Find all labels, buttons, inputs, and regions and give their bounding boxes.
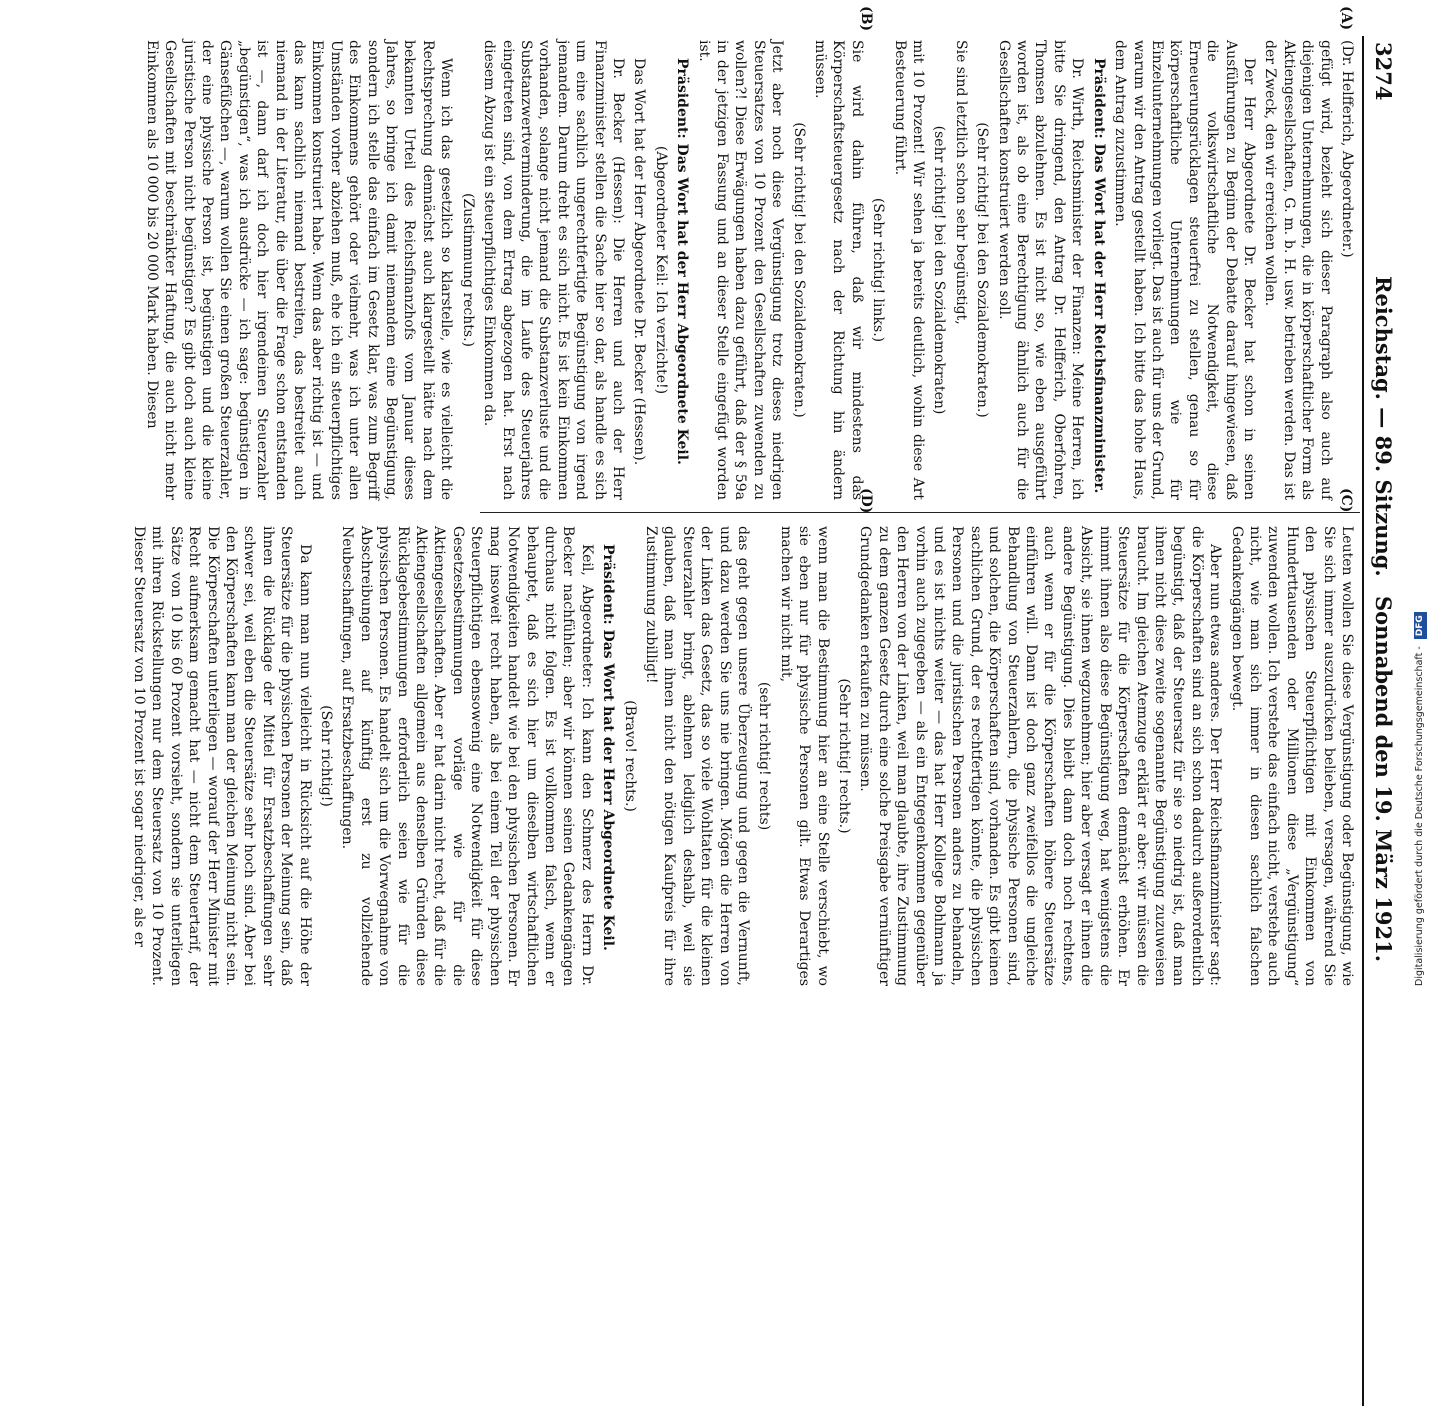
left-column [143, 40, 1356, 500]
paragraph: das geht gegen unsere Überzeugung und gegen die Vernunft, und dazu werden Sie uns nie bringen. Mögen die Herren von der Linken das Gesetz, das so viele Wohltaten für die kleinen Steuerzahler bringt, ablehnen lediglich deshalb, weil sie glauben, daß man ihnen nicht den nötigen Kaufpreis für ihre Zustimmung zubilligt! [642, 526, 751, 986]
paragraph: Dr. Wirth, Reichsminister der Finanzen: Meine Herren, ich bitte Sie dringend, den Antrag Dr. Helfferich, Oberfohren, Thomsen abzulehnen. Es ist nicht so, wie eben ausgeführt worden ist, als ob eine Berechtigung ähnlich auch für die Gesellschaften konstruiert werden soll. [995, 40, 1086, 500]
interjection: (Sehr richtig! links.) [870, 197, 887, 343]
interjection: (Sehr richtig!) [318, 705, 335, 807]
margin-mark-b: (B) [858, 6, 874, 32]
credit-text-wrapper [1408, 2, 1432, 992]
paragraph: Da kann man nun vielleicht in Rücksicht auf die Höhe der Steuersätze für die physischen Personen der Meinung sein, daß ihnen die Rücklage der Mittel für Ersatzbeschaffungen sehr schwer sei, weil eben die Steuersätze sehr hoch sind. Aber bei den Körperschaften kann man der gleichen Meinung nicht sein. Die Körperschaften unterliegen — worauf der Herr Minister mit Recht aufmerksam gemacht hat — nicht dem Steuertarif, der Sätze von 10 bis 60 Prozent vorsieht, sondern sie unterliegen mit ihren Rückstellungen nur dem Steuersatz von 10 Prozent. Dieser Steuersatz von 10 Prozent ist sogar niedriger, als er [131, 526, 313, 986]
president-remark: Präsident: Das Wort hat der Herr Abgeordnete Keil. [600, 544, 617, 951]
paragraph: Leuten wollen Sie diese Vergünstigung oder Begünstigung, wie Sie sich immer auszudrücken belieben, versagen, während Sie den physischen Steuerpflichtigen mit Einkommen von Hunderttausenden oder Millionen diese „Vergünstigung“ zuwenden wollen. Ich verstehe das einfach nicht, verstehe auch nicht, wie man sich immer in diesen sachlich falschen Gedankengängen bewegt. [1228, 526, 1355, 986]
paragraph: Keil, Abgeordneter: Ich kann den Schmerz des Herrn Dr. Becker nachfühlen; aber wir können seinen Gedankengängen durchaus nicht folgen. Es ist vollkommen falsch, wenn er behauptet, daß es sich hier um dieselben wirtschaftlichen Notwendigkeiten handelt wie bei den physischen Personen. Er mag insoweit recht haben, als bei einem Teil der physischen Steuerpflichtigen ebensowenig eine Notwendigkeit für diese Gesetzesbestimmungen vorläge wie für die Aktiengesellschaften. Aber er hat darin nicht recht, daß für die Aktiengesellschaften allgemein aus denselben Gründen diese Rücklagebestimmungen erforderlich seien wie für die physischen Personen. Es handelt sich um die Vorwegnahme von Abschreibungen auf künftig erst zu vollziehende Neubeschaffungen, auf Ersatzbeschaffungen. [339, 526, 595, 986]
column-divider [480, 512, 1360, 513]
interjection: (Sehr richtig! bei den Sozialdemokraten.) [790, 122, 807, 418]
margin-mark-d: (D) [858, 488, 874, 514]
paragraph: Der Herr Abgeordnete Dr. Becker hat schon in seinen Ausführungen zu Beginn der Debatte darauf hingewiesen, daß die volkswirtschaftliche Notwendigkeit, diese Erneuerungsrücklagen steuerfrei zu stellen, genau so für körperschaftliche Unternehmungen wie für Einzelunternehmungen vorliegt. Das ist auch für uns der Grund, warum wir den Antrag gestellt haben. Ich bitte das hohe Haus, dem Antrag zuzustimmen. [1112, 40, 1257, 500]
interjection: (sehr richtig! rechts) [756, 681, 773, 831]
president-remark: Präsident: Das Wort hat der Herr Abgeordnete Keil. [674, 58, 691, 465]
interjection: (sehr richtig! bei den Sozialdemokraten) [931, 125, 948, 415]
credit-text: Digitalisierung gefördert durch die Deutsche Forschungsgemeinschaft - [1414, 646, 1425, 986]
running-head: Reichstag. — 89. Sitzung. [1371, 276, 1396, 577]
paragraph: Dr. Becker (Hessen): Die Herren und auch der Herr Finanzminister stellen die Sache hier so dar, als handle es sich um eine sachlich ungerechtfertigte Begünstigung von irgend jemandem. Darum dreht es sich nicht. Es ist kein Einkommen vorhanden, solange nicht jemand die Substanzverluste und die Substanzwertverminderung, die im Laufe des Steuerjahres eingetreten sind, von dem Ertrag abgezogen hat. Erst nach diesem Abzug ist ein steuerpflichtiges Einkommen da. [481, 40, 626, 500]
margin-mark-a: (A) [1338, 6, 1354, 31]
interjection: (Zustimmung rechts.) [459, 192, 476, 348]
paragraph: Aber nun etwas anderes. Der Herr Reichsfinanzminister sagt: die Körperschaften sind an sich schon dadurch außerordentlich begünstigt, daß der Steuersatz für sie so niedrig ist, daß man ihnen nicht diese zweite sogenannte Begünstigung zuzuweisen braucht. Im gleichen Atemzuge erklärt er aber: wir müssen die Steuersätze für die Körperschaften demnächst erhöhen. Er nimmt ihnen also diese Begünstigung weg, hat wenigstens die Absicht, sie ihnen wegzunehmen; hier aber versagt er ihnen die andere Begünstigung. Dies bleibt dann doch noch rechtens, auch wenn er für die Körperschaften höhere Steuersätze einführen will. Dann ist doch ganz zweifellos die ungleiche Behandlung von Steuerzahlern, die physische Personen sind, und solchen, die Körperschaften sind, vorhanden. Es gibt keinen sachlichen Grund, der es rechtfertigen könnte, die physischen Personen und die juristischen Personen anders zu behandeln, und es ist nichts weiter — das hat Herr Kollege Bohlmann ja vorhin auch zugegeben — als ein Entgegenkommen gegenüber den Herren von der Linken, weil man glaubte, ihre Zustimmung zu dem ganzen Gesetz durch eine solche Preisgabe vernünftiger Grundgedanken erkaufen zu müssen. [857, 526, 1224, 986]
paragraph: Das Wort hat der Herr Abgeordnete Dr. Becker (Hessen). [631, 58, 648, 466]
header-rule [1362, 36, 1364, 1406]
page-header [1368, 36, 1396, 1406]
margin-mark-c: (C) [1338, 488, 1354, 513]
right-column [131, 526, 1356, 986]
interjection: (Sehr richtig! bei den Sozialdemokraten.) [974, 122, 991, 418]
session-date: Sonnabend den 19. März 1921. [1371, 596, 1396, 963]
digitization-credit [1408, 8, 1432, 992]
paragraph: Wenn ich das gesetzlich so klarstelle, wie es vielleicht die Rechtsprechung demnächst auch klargestellt hätte nach dem bekannten Urteil des Reichsfinanzhofs vom Januar dieses Jahres, so bringe ich damit niemandem eine Begünstigung, sondern ich stelle das einfach im Gesetz klar, was zum Begriff des Einkommens gehört oder vielmehr, was ich unter allen Umständen vorher abziehen muß, ehe ich ein steuerpflichtiges Einkommen konstruiert habe. Wenn das aber richtig ist — und das kann sachlich niemand bestreiten, das bestreitet auch niemand in der Literatur, die über die Frage schon entstanden ist —, dann darf ich doch hier irgendeinen Steuerzahler „begünstigen“, was ich ausdrücke — ich sage: begünstigen in Gänsefüßchen —, warum wollen Sie einen großen Steuerzahler, der eine physische Person ist, begünstigen und die kleine juristische Person nicht begünstigen? Es gibt doch auch kleine Gesellschaften mit beschränkter Haftung, die auch nicht mehr Einkommen als 10 000 bis 20 000 Mark haben. Diesen [143, 40, 455, 500]
speaker-continuation: (Dr. Helfferich, Abgeordneter.) [1339, 40, 1355, 258]
paragraph: Jetzt aber noch diese Vergünstigung trotz dieses niedrigen Steuersatzes von 10 Prozent den Gesellschaften zuwenden zu wollen?! Diese Erwägungen haben dazu geführt, daß der § 59a in der jetzigen Fassung und an dieser Stelle eingefügt worden ist. [695, 40, 786, 500]
president-remark: Präsident: Das Wort hat der Herr Reichsfinanzminister. [1090, 58, 1107, 494]
dfg-logo: DFG [1414, 612, 1427, 639]
paragraph: wenn man die Bestimmung hier an eine Stelle verschiebt, wo sie eben nur für physische Personen gilt. Etwas Derartiges machen wir nicht mit, [777, 526, 831, 986]
interjection: (Bravo! rechts.) [621, 700, 638, 812]
page-number: 3274 [1371, 42, 1396, 101]
paragraph: mit 10 Prozent! Wir sehen ja bereits deutlich, wohin diese Art Besteuerung führt. [891, 40, 927, 500]
interjection: (Abgeordneter Keil: Ich verzichte!) [652, 145, 669, 395]
paragraph: Sie sind letztlich schon sehr begünstigt, [952, 40, 969, 325]
paragraph: gefügt wird, bezieht sich dieser Paragraph also auch auf diejenigen Unternehmungen, die in körperschaftlicher Form als Aktiengesellschaften, G. m. b. H. usw. betrieben werden. Das ist der Zweck, den wir erreichen wollen. [1262, 40, 1334, 500]
paragraph: Sie wird dahin führen, daß wir mindestens das Körperschaftsteuergesetz nach der Richtung hin ändern müssen. [812, 40, 865, 500]
interjection: (Sehr richtig! rechts.) [836, 678, 853, 834]
